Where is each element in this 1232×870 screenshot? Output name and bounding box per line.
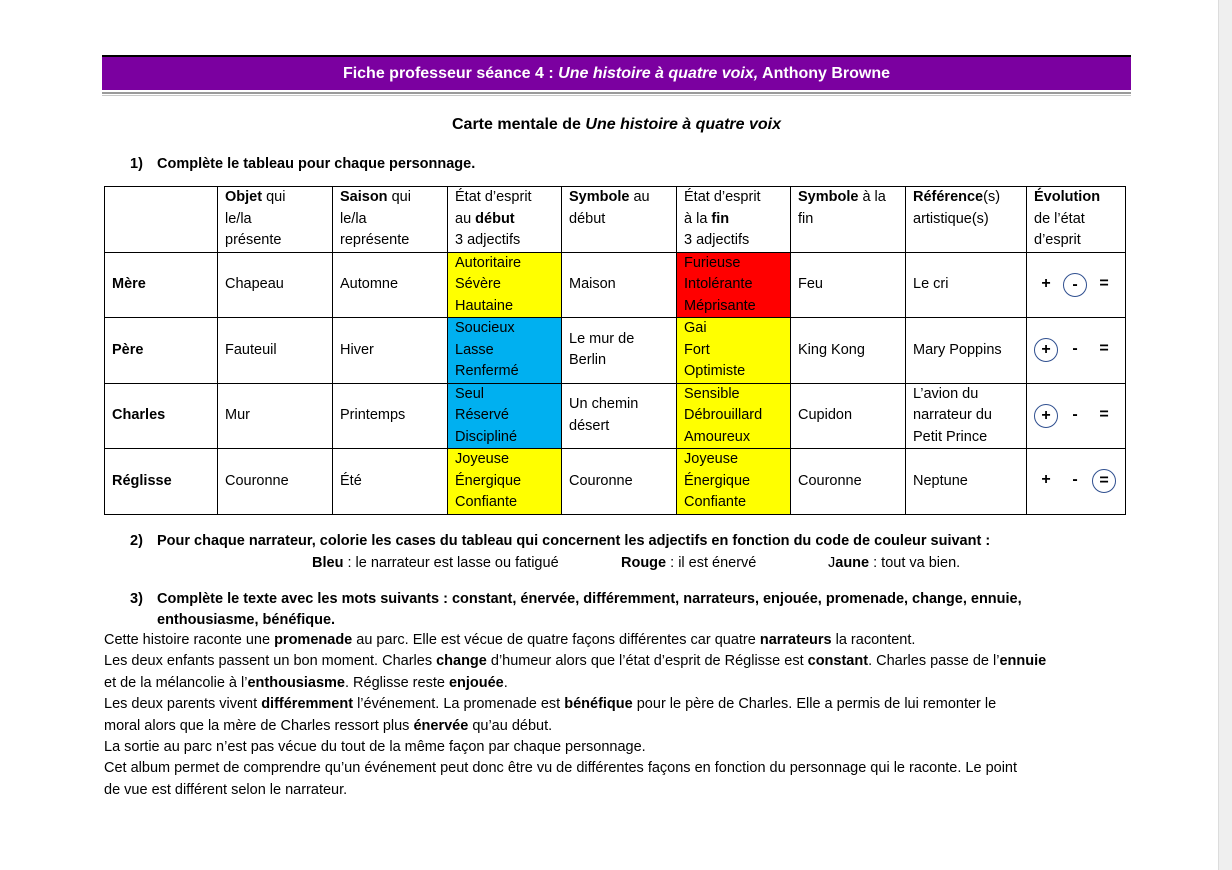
minus-sign: -: [1072, 340, 1078, 358]
header-bold: Symbole: [798, 189, 859, 205]
character-name-cell: [105, 252, 218, 318]
adjective: Gai: [684, 320, 707, 336]
symbole-line: désert: [569, 417, 610, 434]
paragraph-text: de vue est différent selon le narrateur.: [104, 781, 348, 798]
header-text: à la: [684, 210, 712, 227]
objet-cell: Chapeau: [218, 252, 333, 318]
banner-book-title: Une histoire à quatre voix,: [558, 65, 759, 82]
character-name: Charles: [112, 407, 166, 423]
character-name: Mère: [112, 276, 146, 292]
header-text: début: [569, 210, 606, 227]
symbole-debut-cell: [562, 318, 677, 384]
legend-yellow-text: : tout va bien.: [869, 555, 961, 571]
adjective: Intolérante: [684, 276, 753, 292]
header-text: artistique(s): [913, 210, 989, 227]
paragraph-line: [104, 718, 552, 734]
table-header-row: [105, 187, 1126, 253]
equal-sign: =: [1099, 274, 1109, 292]
banner-shadow-rule-light: [102, 95, 1131, 96]
header-text: d’esprit: [1034, 232, 1081, 248]
header-line: [225, 209, 325, 231]
question-2-text: Pour chaque narrateur, colorie les cases du tableau qui concernent les adjectifs en fonction du code de couleur suivant :: [157, 533, 991, 549]
symbole-fin-cell: Feu: [791, 252, 906, 318]
paragraph-line: [104, 760, 1017, 776]
header-line: [684, 187, 783, 209]
header-bold: Évolution: [1034, 189, 1101, 205]
table-row: [105, 383, 1126, 449]
header-bold: Symbole: [569, 189, 630, 205]
question-1-text: Complète le tableau pour chaque personnage.: [157, 156, 476, 172]
adjective: Renfermé: [455, 363, 519, 379]
adjective: Énergique: [455, 472, 522, 489]
symbole-fin-cell: Cupidon: [791, 383, 906, 449]
evolution-cell: [1027, 449, 1126, 515]
paragraph-text: au parc. Elle est vécue de quatre façons différentes car quatre: [352, 632, 760, 648]
character-name-cell: [105, 318, 218, 384]
header-cell: [562, 187, 677, 253]
table-row: [105, 318, 1126, 384]
etat-fin-cell: [677, 252, 791, 318]
paragraph-line: [104, 782, 347, 798]
answer-word: enjouée: [448, 674, 504, 691]
header-text: 3 adjectifs: [684, 232, 750, 248]
header-text: représente: [340, 232, 410, 248]
plus-sign: +: [1041, 274, 1051, 292]
objet-cell: Mur: [218, 383, 333, 449]
question-1: [130, 156, 476, 172]
header-line: [798, 187, 898, 209]
reference-cell: [906, 383, 1027, 449]
paragraph-text: et de la mélancolie à l’: [104, 674, 248, 691]
adjective: Sensible: [684, 385, 740, 402]
saison-cell: Été: [333, 449, 448, 515]
header-line: [455, 209, 554, 231]
adjective: Confiante: [684, 494, 747, 510]
paragraph-line: [104, 653, 1046, 669]
page-subtitle: [102, 116, 1131, 134]
adjective: Seul: [455, 385, 485, 402]
adjective: Optimiste: [684, 363, 746, 379]
header-text: le/la: [225, 210, 252, 227]
header-cell: [105, 187, 218, 253]
paragraph-text: pour le père de Charles. Elle a permis de lui remonter le: [632, 696, 997, 713]
header-bold: Référence: [913, 189, 984, 205]
reference-line: Mary Poppins: [913, 341, 1002, 358]
adjective: Sévère: [455, 276, 501, 292]
header-bold: début: [475, 210, 515, 227]
etat-fin-cell: [677, 449, 791, 515]
minus-sign: -: [1063, 273, 1087, 297]
header-line: [1034, 209, 1118, 231]
paragraph-text: Cet album permet de comprendre qu’un événement peut donc être vu de différentes façons en fonction du personnage qui le raconte. Le point: [104, 760, 1018, 777]
adjective: Hautaine: [455, 297, 514, 314]
legend-red-label: Rouge: [621, 555, 667, 571]
adjective: Méprisante: [684, 297, 756, 314]
question-3: [130, 591, 1022, 628]
evolution-signs: [1034, 469, 1118, 493]
header-line: [913, 209, 1019, 231]
banner-prefix: Fiche professeur séance 4 :: [342, 65, 559, 82]
etat-fin-cell: [677, 383, 791, 449]
header-bold: Objet: [225, 189, 263, 205]
plus-sign: +: [1041, 471, 1051, 489]
header-text: qui: [262, 189, 286, 205]
header-text: à la: [858, 189, 886, 205]
equal-sign: =: [1092, 469, 1116, 493]
subtitle-book-title: Une histoire à quatre voix: [585, 116, 781, 133]
header-text: 3 adjectifs: [455, 232, 521, 248]
paragraph-text: La sortie au parc n’est pas vécue du tout de la même façon par chaque personnage.: [104, 739, 646, 755]
header-line: [798, 209, 898, 231]
answer-word: promenade: [274, 632, 353, 648]
header-cell: [677, 187, 791, 253]
paragraph-text: Les deux enfants passent un bon moment. Charles: [104, 653, 437, 670]
header-text: État d’esprit: [684, 189, 761, 205]
reference-cell: [906, 449, 1027, 515]
legend-red: [621, 555, 756, 571]
objet-cell: Fauteuil: [218, 318, 333, 384]
adjective: Joyeuse: [455, 451, 510, 467]
header-line: [569, 187, 669, 209]
adjective: Soucieux: [455, 320, 515, 336]
paragraph-text: la racontent.: [831, 632, 916, 648]
legend-red-text: : il est énervé: [666, 555, 757, 571]
header-text: État d’esprit: [455, 189, 532, 205]
etat-debut-cell: [448, 383, 562, 449]
header-line: [1034, 230, 1118, 252]
reference-line: Neptune: [913, 472, 968, 489]
scrollbar-track[interactable]: [1218, 0, 1232, 870]
reference-line: Le cri: [913, 276, 949, 292]
paragraph-text: .: [503, 674, 508, 691]
evolution-signs: [1034, 273, 1118, 297]
adjective: Discipliné: [455, 428, 518, 445]
header-text: de l’état: [1034, 210, 1085, 227]
minus-sign: -: [1072, 471, 1078, 489]
plus-sign: +: [1034, 404, 1058, 428]
paragraph-line: [104, 675, 508, 691]
header-line: [225, 187, 325, 209]
answer-word: constant: [807, 653, 869, 670]
character-table: [104, 186, 1126, 515]
header-line: [455, 230, 554, 252]
answer-word: différemment: [261, 696, 354, 713]
paragraph-text: d’humeur alors que l’état d’esprit de Réglisse est: [486, 653, 808, 670]
paragraph-line: [104, 696, 996, 712]
header-line: [913, 187, 1019, 209]
header-text: le/la: [340, 210, 367, 227]
header-line: [455, 187, 554, 209]
header-text: au: [629, 189, 650, 205]
symbole-debut-cell: [562, 449, 677, 515]
header-line: [340, 209, 440, 231]
paragraph-text: l’événement. La promenade est: [353, 696, 565, 713]
header-text: (s): [983, 189, 1001, 205]
paragraph-text: . Réglisse reste: [344, 674, 449, 691]
subtitle-prefix: Carte mentale de: [452, 116, 586, 133]
paragraph-text: qu’au début.: [468, 717, 553, 734]
header-text: au: [455, 210, 476, 227]
question-3-line-2: enthousiasme, bénéfique.: [157, 612, 336, 628]
symbole-line: Maison: [569, 276, 616, 292]
objet-cell: Couronne: [218, 449, 333, 515]
symbole-fin-cell: Couronne: [791, 449, 906, 515]
answer-word: énervée: [413, 717, 469, 734]
header-line: [1034, 187, 1118, 209]
header-line: [340, 230, 440, 252]
equal-sign: =: [1099, 340, 1109, 358]
header-cell: [218, 187, 333, 253]
etat-debut-cell: [448, 252, 562, 318]
evolution-cell: [1027, 318, 1126, 384]
question-3-line-1: Complète le texte avec les mots suivants : constant, énervée, différemment, narrateurs, enjouée, promenade, change, ennuie,: [157, 591, 1022, 607]
adjective: Lasse: [455, 341, 494, 358]
symbole-line: Un chemin: [569, 396, 639, 413]
paragraph-text: moral alors que la mère de Charles ressort plus: [104, 717, 414, 734]
paragraph-text: Cette histoire raconte une: [104, 632, 275, 648]
symbole-line: Le mur de: [569, 330, 635, 347]
character-name: Père: [112, 341, 144, 358]
header-line: [684, 230, 783, 252]
header-cell: [1027, 187, 1126, 253]
legend-yellow: [828, 555, 960, 571]
adjective: Amoureux: [684, 428, 751, 445]
etat-debut-cell: [448, 318, 562, 384]
symbole-line: Berlin: [569, 352, 607, 369]
equal-sign: =: [1099, 405, 1109, 423]
reference-line: L’avion du: [913, 385, 979, 402]
reference-cell: [906, 318, 1027, 384]
answer-word: narrateurs: [759, 632, 832, 648]
header-line: [684, 209, 783, 231]
header-cell: [333, 187, 448, 253]
reference-line: Petit Prince: [913, 428, 988, 445]
header-bold: fin: [711, 210, 730, 227]
question-3-number: 3): [130, 591, 143, 607]
header-line: [340, 187, 440, 209]
page-banner: [102, 57, 1131, 90]
evolution-signs: [1034, 338, 1118, 362]
adjective: Furieuse: [684, 254, 741, 271]
adjective: Réservé: [455, 407, 509, 423]
symbole-debut-cell: [562, 252, 677, 318]
legend-yellow-label: aune: [835, 555, 870, 571]
adjective: Joyeuse: [684, 451, 739, 467]
character-name-cell: [105, 449, 218, 515]
paragraph-line: [104, 739, 646, 755]
table-row: [105, 252, 1126, 318]
answer-word: change: [436, 653, 487, 670]
legend-blue-text: : le narrateur est lasse ou fatigué: [343, 555, 559, 571]
table-row: [105, 449, 1126, 515]
saison-cell: Hiver: [333, 318, 448, 384]
paragraph-text: . Charles passe de l’: [868, 653, 1000, 670]
answer-word: ennuie: [999, 653, 1047, 670]
adjective: Énergique: [684, 472, 751, 489]
evolution-cell: [1027, 383, 1126, 449]
adjective: Fort: [684, 341, 710, 358]
banner-shadow-rule: [102, 92, 1131, 94]
saison-cell: Automne: [333, 252, 448, 318]
adjective: Confiante: [455, 494, 518, 510]
symbole-fin-cell: King Kong: [791, 318, 906, 384]
saison-cell: Printemps: [333, 383, 448, 449]
etat-debut-cell: [448, 449, 562, 515]
reference-line: narrateur du: [913, 407, 992, 423]
adjective: Débrouillard: [684, 407, 763, 423]
evolution-cell: [1027, 252, 1126, 318]
plus-sign: +: [1034, 338, 1058, 362]
character-name: Réglisse: [112, 472, 172, 489]
adjective: Autoritaire: [455, 254, 522, 271]
header-cell: [448, 187, 562, 253]
legend-yellow-initial: J: [828, 555, 836, 571]
legend-blue-label: Bleu: [312, 555, 344, 571]
header-cell: [791, 187, 906, 253]
answer-word: bénéfique: [564, 696, 633, 713]
paragraph-text: Les deux parents vivent: [104, 696, 262, 713]
minus-sign: -: [1072, 405, 1078, 423]
reference-cell: [906, 252, 1027, 318]
question-1-number: 1): [130, 156, 143, 172]
header-text: présente: [225, 232, 282, 248]
header-text: qui: [387, 189, 411, 205]
header-cell: [906, 187, 1027, 253]
header-bold: Saison: [340, 189, 388, 205]
symbole-debut-cell: [562, 383, 677, 449]
header-line: [225, 230, 325, 252]
header-line: [569, 209, 669, 231]
etat-fin-cell: [677, 318, 791, 384]
symbole-line: Couronne: [569, 472, 633, 489]
evolution-signs: [1034, 404, 1118, 428]
character-name-cell: [105, 383, 218, 449]
answer-word: enthousiasme: [247, 674, 345, 691]
question-2-number: 2): [130, 533, 143, 549]
banner-author: Anthony Browne: [758, 65, 891, 82]
header-text: fin: [798, 210, 814, 227]
legend-blue: [312, 555, 559, 571]
paragraph-line: [104, 632, 915, 648]
question-2: [130, 533, 991, 549]
